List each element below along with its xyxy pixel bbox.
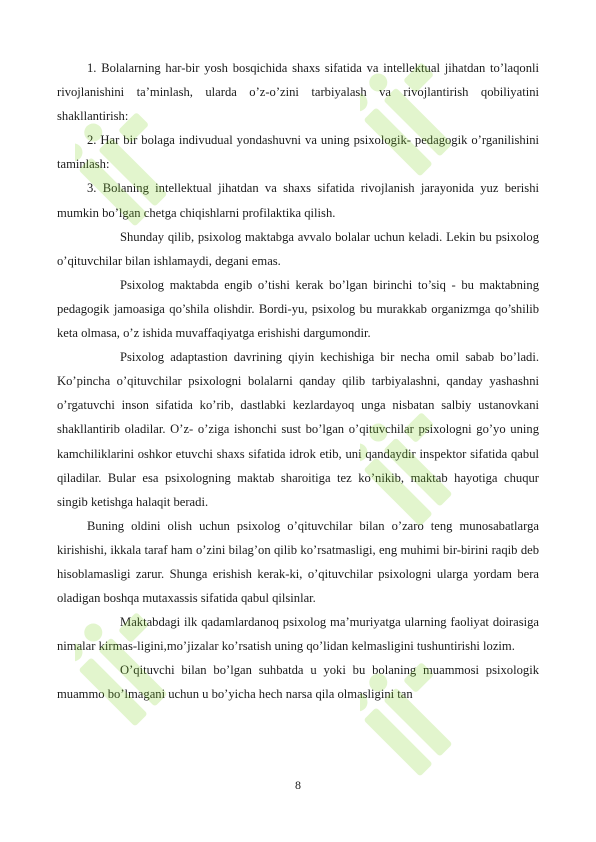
paragraph-8: Maktabdagi ilk qadamlardanoq psixolog ma’muriyatga ularning faoliyat doirasiga nimalar kirmas-ligini,mo’jizalar ko’rsatish uning qo’lidan kelmasligini tushuntirishi lozim.: [57, 615, 539, 654]
paragraph-5: Psixolog maktabda engib o’tishi kerak bo’lgan birinchi to’siq - bu maktabning pedagogik jamoasiga qo’shila olishdir. Bordi-yu, psixolog bu murakkab organizmga qo’shilib keta olmasa, o’z ishida muvaffaqiyatga erishishi dargumondir.: [57, 277, 539, 341]
page-number: 8: [295, 778, 301, 792]
paragraph-9: O’qituvchi bilan bo’lgan suhbatda u yoki bu bolaning muammosi psixologik muammo bo’lmagani uchun u bo’yicha hech narsa qila olmasligini tan: [57, 663, 539, 702]
paragraph-1: 1. Bolalarning har-bir yosh bosqichida shaxs sifatida va intellektual jihatdan to’laqonli rivojlanishini ta’minlash, ularda o’z-o’zini tarbiyalash va rivojlantirish qobiliyatini shakllantirish:: [57, 61, 539, 124]
paragraph-6: Psixolog adaptastion davrining qiyin kechishiga bir necha omil sabab bo’ladi. Ko’pincha o’qituvchilar psixologni bolalarni qanday qilib tarbiyalashni, qanday yashashni o’rgatuvchi inson sifatida ko’rib, dastlabki kezlardayoq unga nisbatan salbiy ustanovkani shakllantirib oladilar. O’z- o’ziga ishonchi sust bo’lgan o’qituvchilar psixologni go’yo uning kamchiliklarini oshkor etuvchi shaxs sifatida idrok etib, uni qandaydir inspektor sifatida qabul qiladilar. Bular esa psixologning maktab sharoitiga tez ko’nikib, maktab hayotiga chuqur singib ketishga halaqit beradi.: [57, 350, 539, 509]
document-body: [57, 56, 539, 707]
paragraph-3: 3. Bolaning intellektual jihatdan va shaxs sifatida rivojlanish jarayonida yuz berishi mumkin bo’lgan chetga chiqishlarni profilaktika qilish.: [57, 181, 539, 220]
paragraph-7: Buning oldini olish uchun psixolog o’qituvchilar bilan o’zaro teng munosabatlarga kirishishi, ikkala taraf ham o’zini bilag’on qilib ko’rsatmasligi, eng muhimi bir-birini raqib deb hisoblamasligi zarur. Shunga erishish kerak-ki, o’qituvchilar psixologni ularga yordam bera oladigan boshqa mutaxassis sifatida qabul qilsinlar.: [57, 518, 539, 606]
paragraph-2: 2. Har bir bolaga indivudual yondashuvni va uning psixologik- pedagogik o’rganilishini taminlash:: [57, 133, 539, 172]
paragraph-4: Shunday qilib, psixolog maktabga avvalo bolalar uchun keladi. Lekin bu psixolog o’qituvchilar bilan ishlamaydi, degani emas.: [57, 229, 539, 268]
